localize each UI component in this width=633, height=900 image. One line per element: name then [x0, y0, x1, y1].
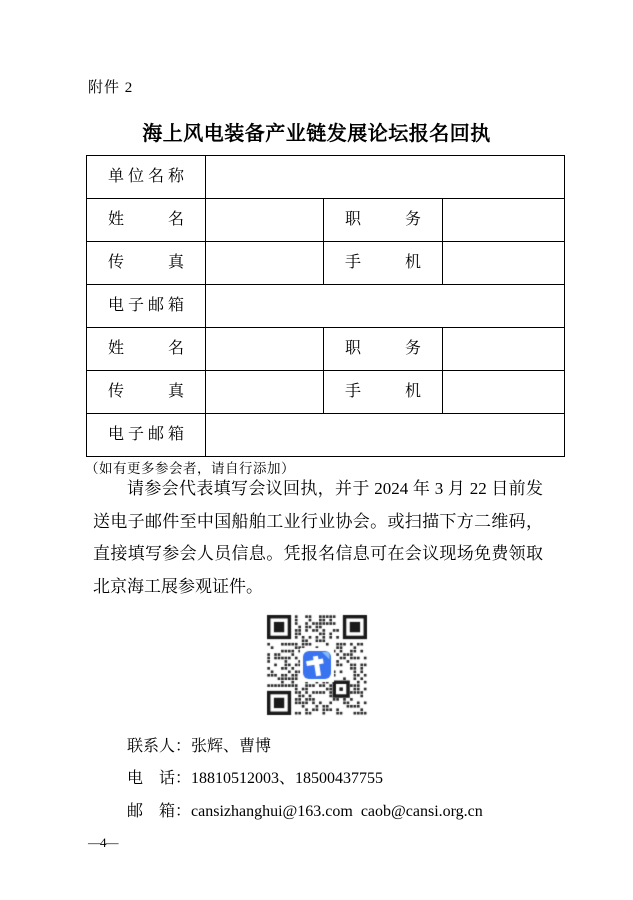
input-cell-fax-2	[206, 371, 324, 414]
contact-phone-value: 18810512003、18500437755	[191, 770, 384, 788]
field-label: 电子邮箱	[108, 297, 184, 314]
field-label: 职务	[345, 211, 421, 228]
input-cell-unit-name	[206, 156, 565, 199]
input-cell-position-2	[443, 328, 565, 371]
field-label: 职务	[345, 340, 421, 357]
table-row	[87, 242, 565, 285]
page-title: 海上风电装备产业链发展论坛报名回执	[142, 123, 491, 145]
label-cell-email-2	[87, 414, 206, 457]
contact-person-line	[127, 731, 483, 763]
contact-phone-label: 电 话：	[127, 770, 192, 788]
attachment-label: 附件 2	[88, 80, 134, 96]
field-label: 姓名	[108, 340, 184, 357]
contact-person-label: 联系人：	[127, 738, 192, 755]
contact-info	[127, 731, 483, 828]
contact-email-label: 邮 箱：	[127, 802, 192, 820]
qr-code-canvas	[262, 610, 372, 720]
label-cell-email-1	[87, 285, 206, 328]
field-label: 姓名	[108, 211, 184, 228]
input-cell-name-2	[206, 328, 324, 371]
label-cell-position-2	[324, 328, 443, 371]
field-label: 手机	[345, 254, 421, 271]
field-label: 手机	[345, 383, 421, 400]
table-row	[87, 414, 565, 457]
registration-form-table	[86, 155, 565, 457]
table-row	[87, 371, 565, 414]
input-cell-name-1	[206, 199, 324, 242]
input-cell-mobile-1	[443, 242, 565, 285]
input-cell-email-2	[206, 414, 565, 457]
field-label: 单位名称	[108, 168, 184, 185]
label-cell-position-1	[324, 199, 443, 242]
input-cell-mobile-2	[443, 371, 565, 414]
contact-person-value: 张辉、曹博	[191, 738, 272, 755]
label-cell-mobile-1	[324, 242, 443, 285]
table-row	[87, 285, 565, 328]
table-row	[87, 156, 565, 199]
instructions-paragraph: 请参会代表填写会议回执，并于 2024 年 3 月 22 日前发送电子邮件至中国船舶工业行业协会。或扫描下方二维码，直接填写参会人员信息。凭报名信息可在会议现场免费领取北京海工展参观证件。	[93, 479, 543, 596]
field-label: 传真	[108, 254, 184, 271]
field-label: 传真	[108, 383, 184, 400]
input-cell-email-1	[206, 285, 565, 328]
input-cell-position-1	[443, 199, 565, 242]
label-cell-fax-2	[87, 371, 206, 414]
label-cell-name-2	[87, 328, 206, 371]
label-cell-name-1	[87, 199, 206, 242]
page-number: —4—	[88, 835, 118, 850]
input-cell-fax-1	[206, 242, 324, 285]
contact-email-value: cansizhanghui@163.com caob@cansi.org.cn	[191, 802, 483, 820]
add-more-attendees-note: （如有更多参会者，请自行添加）	[85, 461, 295, 476]
registration-qr-code	[262, 610, 372, 720]
field-label: 电子邮箱	[108, 426, 184, 443]
label-cell-fax-1	[87, 242, 206, 285]
table-row	[87, 328, 565, 371]
contact-email-line	[127, 796, 483, 828]
table-row	[87, 199, 565, 242]
label-cell-mobile-2	[324, 371, 443, 414]
label-cell-unit-name	[87, 156, 206, 199]
contact-phone-line	[127, 763, 483, 795]
